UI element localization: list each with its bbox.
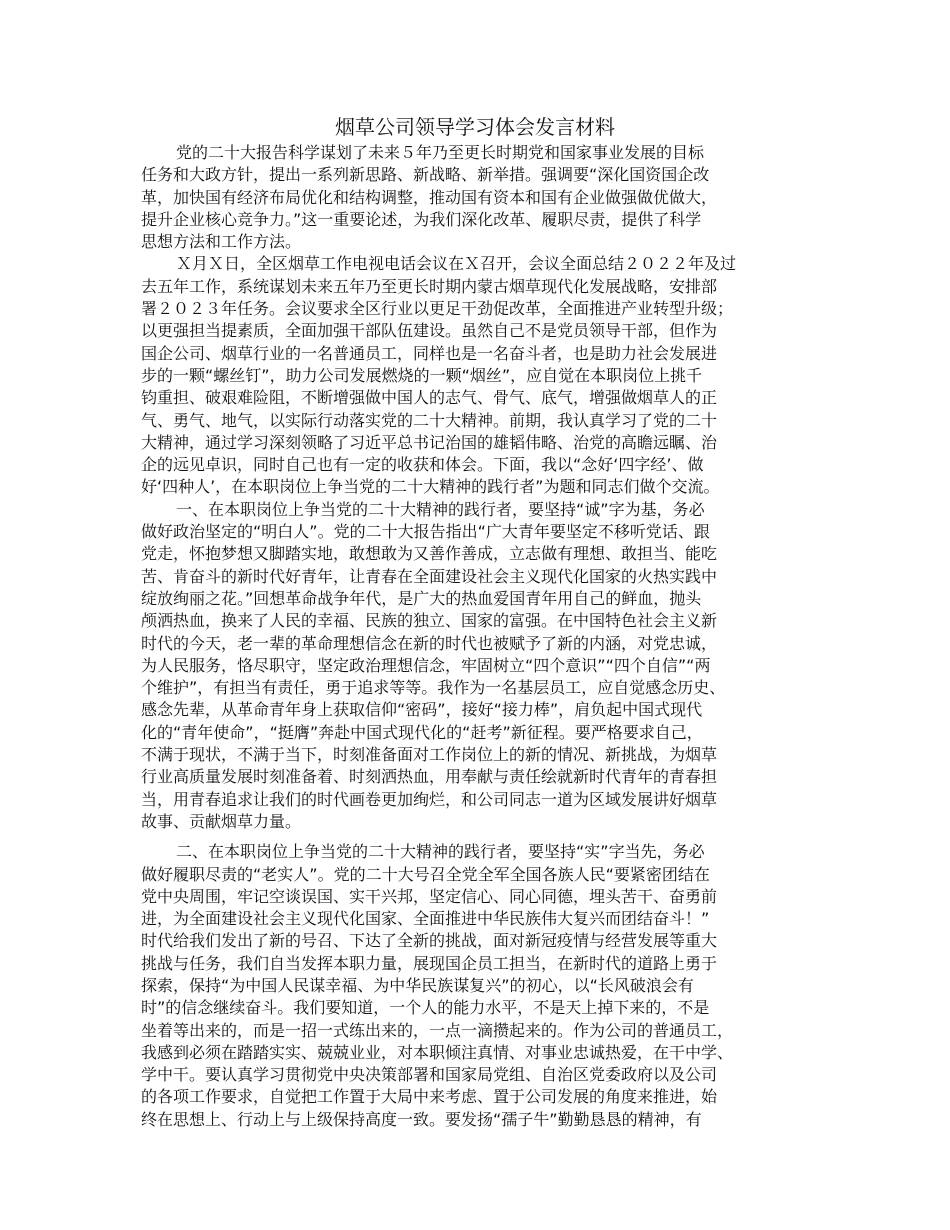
paragraph-line: 做好履职尽责的“老实人”。党的二十大号召全党全军全国各族人民“要紧密团结在 (141, 864, 710, 884)
paragraph-spacer (141, 833, 841, 841)
paragraph-line: 坐着等出来的，而是一招一式练出来的，一点一滴攒起来的。作为公司的普通员工， (141, 1020, 734, 1040)
paragraph-line: 以更强担当提素质，全面加强干部队伍建设。虽然自己不是党员领导干部，但作为 (141, 321, 718, 341)
paragraph-line: 故事、贡献烟草力量。 (141, 811, 302, 831)
paragraph-line: 任务和大政方针，提出一系列新思路、新战略、新举措。强调要“深化国资国企改 (141, 165, 710, 185)
paragraph-line: 行业高质量发展时刻准备着、时刻洒热血，用奉献与责任绘就新时代青年的青春担 (141, 767, 718, 787)
paragraph-line: 党走，怀抱梦想又脚踏实地，敢想敢为又善作善成，立志做有理想、敢担当、能吃 (141, 544, 718, 564)
paragraph-line: 企的远见卓识，同时自己也有一定的收获和体会。下面，我以“念好‘四字经’、做 (141, 455, 704, 475)
paragraph-line: 时代的今天，老一辈的革命理想信念在新的时代也被赋予了新的内涵，对党忠诚， (141, 633, 718, 653)
paragraph-line: 做好政治坚定的“明白人”。党的二十大报告指出“广大青年要坚定不移听党话、跟 (141, 522, 710, 542)
paragraph-line: 个维护”，有担当有责任，勇于追求等等。我作为一名基层员工，应自觉感念历史、 (141, 678, 726, 698)
paragraph-line: 的各项工作要求，自觉把工作置于大局中来考虑、置于公司发展的角度来推进，始 (141, 1087, 718, 1107)
paragraph-line: 革，加快国有经济布局优化和结构调整，推动国有资本和国有企业做强做优做大， (141, 187, 718, 207)
paragraph-line: 署２０２３年任务。会议要求全区行业以更足干劲促改革，全面推进产业转型升级； (141, 299, 734, 319)
paragraph-line: 颅洒热血，换来了人民的幸福、民族的独立、国家的富强。在中国特色社会主义新 (141, 611, 718, 631)
paragraph-line: 钧重担、破艰难险阻，不断增强做中国人的志气、骨气、底气，增强做烟草人的正 (141, 388, 718, 408)
paragraph-line: 党中央周围，牢记空谈误国、实干兴邦，坚定信心、同心同德，埋头苦干、奋勇前 (141, 886, 718, 906)
paragraph-line: 进，为全面建设社会主义现代化国家、全面推进中华民族伟大复兴而团结奋斗！” (141, 909, 710, 929)
paragraph-line: 不满于现状，不满于当下，时刻准备面对工作岗位上的新的情况、新挑战，为烟草 (141, 745, 718, 765)
paragraph-line: 思想方法和工作方法。 (141, 232, 302, 252)
paragraph (141, 841, 841, 1131)
paragraph (141, 253, 841, 498)
paragraph-line: 苦、肯奋斗的新时代好青年，让青春在全面建设社会主义现代化国家的火热实践中 (141, 566, 718, 586)
paragraph-line: 大精神，通过学习深刻领略了习近平总书记治国的雄韬伟略、治党的高瞻远瞩、治 (141, 432, 718, 452)
paragraph-line: 我感到必须在踏踏实实、兢兢业业，对本职倾注真情、对事业忠诚热爱，在干中学、 (141, 1042, 734, 1062)
paragraph-line: 党的二十大报告科学谋划了未来５年乃至更长时期党和国家事业发展的目标 (176, 143, 705, 162)
paragraph (141, 499, 841, 833)
paragraph (141, 142, 841, 253)
paragraph-line: 挑战与任务，我们自当发挥本职力量，展现国企员工担当，在新时代的道路上勇于 (141, 953, 718, 973)
paragraph-line: Ｘ月Ｘ日，全区烟草工作电视电话会议在Ｘ召开，会议全面总结２０２２年及过 (176, 254, 737, 274)
paragraph-line: 探索，保持“为中国人民谋幸福、为中华民族谋复兴”的初心，以“长风破浪会有 (141, 975, 694, 995)
paragraph-line: 一、在本职岗位上争当党的二十大精神的践行者，要坚持“诚”字为基，务必 (176, 499, 705, 519)
paragraph-line: 去五年工作，系统谋划未来五年乃至更长时期内蒙古烟草现代化发展战略，安排部 (141, 276, 718, 296)
paragraph-line: 学中干。要认真学习贯彻党中央决策部署和国家局党组、自治区党委政府以及公司 (141, 1065, 718, 1085)
paragraph-line: 终在思想上、行动上与上级保持高度一致。要发扬“孺子牛”勤勤恳恳的精神，有 (141, 1109, 702, 1129)
paragraph-line: 提升企业核心竞争力。”这一重要论述，为我们深化改革、履职尽责，提供了科学 (141, 209, 702, 229)
document-body (141, 142, 841, 1131)
paragraph-line: 绽放绚丽之花。”回想革命战争年代，是广大的热血爱国青年用自己的鲜血，抛头 (141, 588, 702, 608)
paragraph-line: 气、勇气、地气，以实际行动落实党的二十大精神。前期，我认真学习了党的二十 (141, 410, 718, 430)
document-title: 烟草公司领导学习体会发言材料 (335, 115, 615, 139)
paragraph-line: 步的一颗“螺丝钉”，助力公司发展燃烧的一颗“烟丝”，应自觉在本职岗位上挑千 (141, 365, 703, 385)
paragraph-line: 化的“青年使命”，“挺膺”奔赴中国式现代化的“赶考”新征程。要严格要求自己， (141, 722, 703, 742)
paragraph-line: 二、在本职岗位上争当党的二十大精神的践行者，要坚持“实”字当先，务必 (176, 842, 705, 862)
paragraph-line: 时”的信念继续奋斗。我们要知道，一个人的能力水平，不是天上掉下来的，不是 (141, 998, 710, 1018)
paragraph-line: 当，用青春追求让我们的时代画卷更加绚烂，和公司同志一道为区域发展讲好烟草 (141, 789, 718, 809)
paragraph-line: 时代给我们发出了新的号召、下达了全新的挑战，面对新冠疫情与经营发展等重大 (141, 931, 718, 951)
paragraph-line: 感念先辈，从革命青年身上获取信仰“密码”，接好“接力棒”，肩负起中国式现代 (141, 700, 703, 720)
paragraph-line: 为人民服务，恪尽职守，坚定政治理想信念，牢固树立“四个意识”“四个自信”“两 (141, 655, 711, 675)
paragraph-line: 国企公司、烟草行业的一名普通员工，同样也是一名奋斗者，也是助力社会发展进 (141, 343, 718, 363)
paragraph-line: 好‘四种人’，在本职岗位上争当党的二十大精神的践行者”为题和同志们做个交流。 (141, 477, 720, 497)
